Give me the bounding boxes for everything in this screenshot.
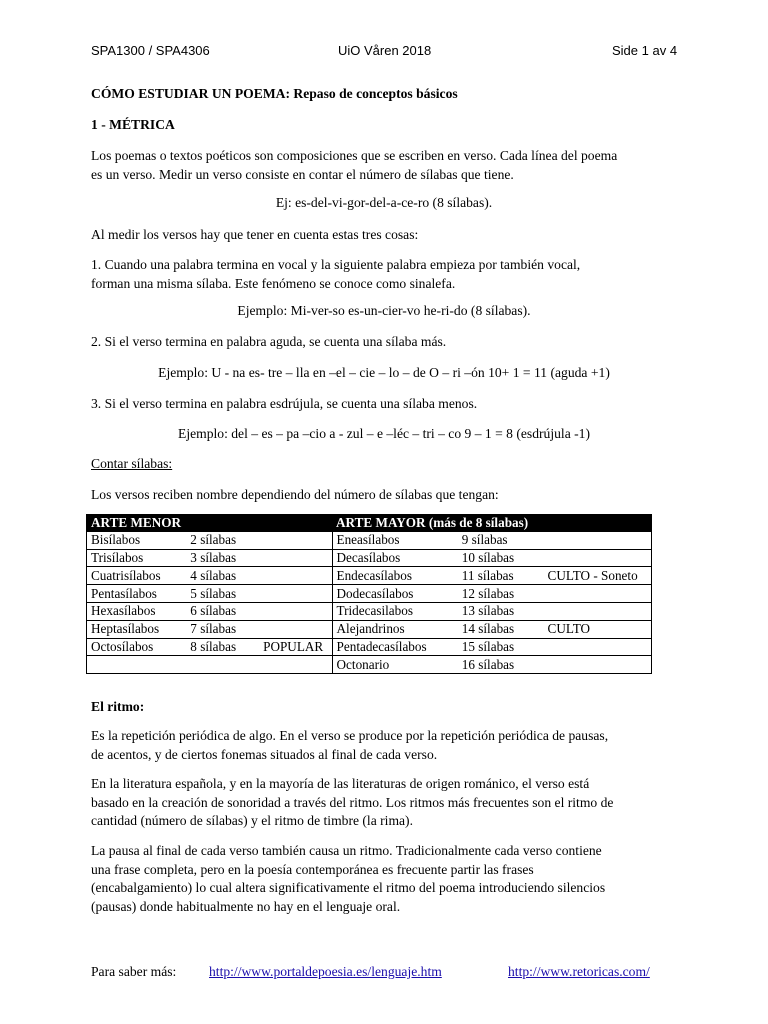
table-cell: CULTO xyxy=(544,620,652,638)
table-cell: 14 sílabas xyxy=(458,620,544,638)
table-cell: 5 sílabas xyxy=(186,585,259,603)
table-cell: POPULAR xyxy=(259,638,332,656)
example-line: Ejemplo: U - na es- tre – lla en –el – cie – lo – de O – ri –ón 10+ 1 = 11 (aguda +1) xyxy=(158,365,610,380)
intro-line: Los poemas o textos poéticos son composiciones que se escriben en verso. Cada línea del poema xyxy=(91,148,618,163)
table-cell: 12 sílabas xyxy=(458,585,544,603)
table-cell xyxy=(87,656,187,674)
table-cell xyxy=(259,549,332,567)
table-cell: 9 sílabas xyxy=(458,532,544,549)
table-cell xyxy=(259,585,332,603)
table-cell: 13 sílabas xyxy=(458,602,544,620)
table-cell: CULTO - Soneto xyxy=(544,567,652,585)
versos-intro: Los versos reciben nombre dependiendo del número de sílabas que tengan: xyxy=(91,487,499,502)
table-cell: Trisílabos xyxy=(87,549,187,567)
table-row xyxy=(87,638,652,656)
footer-label: Para saber más: xyxy=(91,964,177,979)
header-term: UiO Våren 2018 xyxy=(338,43,432,58)
table-cell: Endecasílabos xyxy=(332,567,458,585)
section-heading-metrica: 1 - MÉTRICA xyxy=(91,117,175,132)
ritmo-paragraph-1 xyxy=(91,727,677,764)
ritmo-paragraph-3 xyxy=(91,842,677,916)
table-cell xyxy=(544,585,652,603)
table-cell: 10 sílabas xyxy=(458,549,544,567)
table-cell: Pentadecasílabos xyxy=(332,638,458,656)
table-cell: Dodecasílabos xyxy=(332,585,458,603)
ritmo-paragraph-2 xyxy=(91,775,677,831)
link-retoricas[interactable]: http://www.retoricas.com/ xyxy=(508,964,650,979)
table-cell: Heptasílabos xyxy=(87,620,187,638)
table-cell xyxy=(259,532,332,549)
table-cell: 11 sílabas xyxy=(458,567,544,585)
table-cell: 4 sílabas xyxy=(186,567,259,585)
table-cell xyxy=(259,620,332,638)
ritmo-line: cantidad (número de sílabas) y el ritmo de timbre (la rima). xyxy=(91,813,413,828)
ritmo-line: (encabalgamiento) lo cual altera significativamente el ritmo del poema introduciendo silencios xyxy=(91,880,606,895)
table-cell: Cuatrisílabos xyxy=(87,567,187,585)
table-row xyxy=(87,620,652,638)
table-cell: 7 sílabas xyxy=(186,620,259,638)
table-row xyxy=(87,656,652,674)
table-cell: 16 sílabas xyxy=(458,656,544,674)
table-header-row xyxy=(87,515,652,532)
rule-3: 3. Si el verso termina en palabra esdrújula, se cuenta una sílaba menos. xyxy=(91,396,478,411)
ritmo-line: de acentos, y de ciertos fonemas situados al final de cada verso. xyxy=(91,746,438,762)
example-line: Ejemplo: Mi-ver-so es-un-cier-vo he-ri-do (8 sílabas). xyxy=(237,303,531,318)
table-row xyxy=(87,567,652,585)
header-course: SPA1300 / SPA4306 xyxy=(91,43,210,58)
table-cell xyxy=(544,638,652,656)
table-cell: Hexasílabos xyxy=(87,602,187,620)
table-cell: 6 sílabas xyxy=(186,602,259,620)
rule-1 xyxy=(91,256,677,293)
example-line: Ejemplo: del – es – pa –cio a - zul – e –léc – tri – co 9 – 1 = 8 (esdrújula -1) xyxy=(178,426,590,441)
rule-line: forman una misma sílaba. Este fenómeno se conoce como sinalefa. xyxy=(91,275,456,291)
table-cell: Octosílabos xyxy=(87,638,187,656)
table-cell xyxy=(259,602,332,620)
table-cell: Eneasílabos xyxy=(332,532,458,549)
table-cell: Pentasílabos xyxy=(87,585,187,603)
table-cell: Bisílabos xyxy=(87,532,187,549)
ritmo-line: La pausa al final de cada verso también causa un ritmo. Tradicionalmente cada verso contiene xyxy=(91,843,602,858)
link-portal-de-poesia[interactable]: http://www.portaldepoesia.es/lenguaje.htm xyxy=(209,964,442,979)
example-line: Ej: es-del-vi-gor-del-a-ce-ro (8 sílabas). xyxy=(275,195,493,210)
table-cell: Decasílabos xyxy=(332,549,458,567)
rule-line: 1. Cuando una palabra termina en vocal y la siguiente palabra empieza por también vocal, xyxy=(91,257,581,272)
table-row xyxy=(87,585,652,603)
contar-silabas-heading: Contar sílabas: xyxy=(91,456,173,471)
table-cell xyxy=(186,656,259,674)
verse-types-table xyxy=(86,514,652,674)
table-cell: Alejandrinos xyxy=(332,620,458,638)
table-cell xyxy=(544,602,652,620)
table-cell xyxy=(544,532,652,549)
rule-2: 2. Si el verso termina en palabra aguda, se cuenta una sílaba más. xyxy=(91,334,447,349)
table-row xyxy=(87,532,652,549)
ritmo-line: basado en la creación de sonoridad a través del ritmo. Los ritmos más frecuentes son el ritmo de xyxy=(91,794,614,810)
table-cell: Octonario xyxy=(332,656,458,674)
table-cell xyxy=(544,656,652,674)
table-cell: Tridecasilabos xyxy=(332,602,458,620)
table-row xyxy=(87,549,652,567)
table-cell: 8 sílabas xyxy=(186,638,259,656)
section-heading-ritmo: El ritmo: xyxy=(91,699,145,714)
intro-paragraph xyxy=(91,147,677,184)
ritmo-line: una frase completa, pero en la poesía contemporánea es frecuente partir las frases xyxy=(91,861,534,877)
table-cell xyxy=(259,656,332,674)
table-cell: 3 sílabas xyxy=(186,549,259,567)
table-cell: 15 sílabas xyxy=(458,638,544,656)
document-title: CÓMO ESTUDIAR UN POEMA: Repaso de conceptos básicos xyxy=(91,86,458,101)
ritmo-line: (pausas) donde habitualmente no hay en el lenguaje oral. xyxy=(91,898,401,914)
header-page-number: Side 1 av 4 xyxy=(612,43,678,58)
ritmo-line: Es la repetición periódica de algo. En el verso se produce por la repetición periódica de pausas, xyxy=(91,728,609,743)
table-header-arte-mayor: ARTE MAYOR (más de 8 sílabas) xyxy=(332,515,651,532)
rules-intro: Al medir los versos hay que tener en cuenta estas tres cosas: xyxy=(91,227,419,242)
ritmo-line: En la literatura española, y en la mayoría de las literaturas de origen románico, el verso está xyxy=(91,776,590,791)
intro-line: es un verso. Medir un verso consiste en contar el número de sílabas que tiene. xyxy=(91,166,514,182)
table-cell xyxy=(544,549,652,567)
table-cell: 2 sílabas xyxy=(186,532,259,549)
table-cell xyxy=(259,567,332,585)
table-row xyxy=(87,602,652,620)
table-header-arte-menor: ARTE MENOR xyxy=(87,515,333,532)
